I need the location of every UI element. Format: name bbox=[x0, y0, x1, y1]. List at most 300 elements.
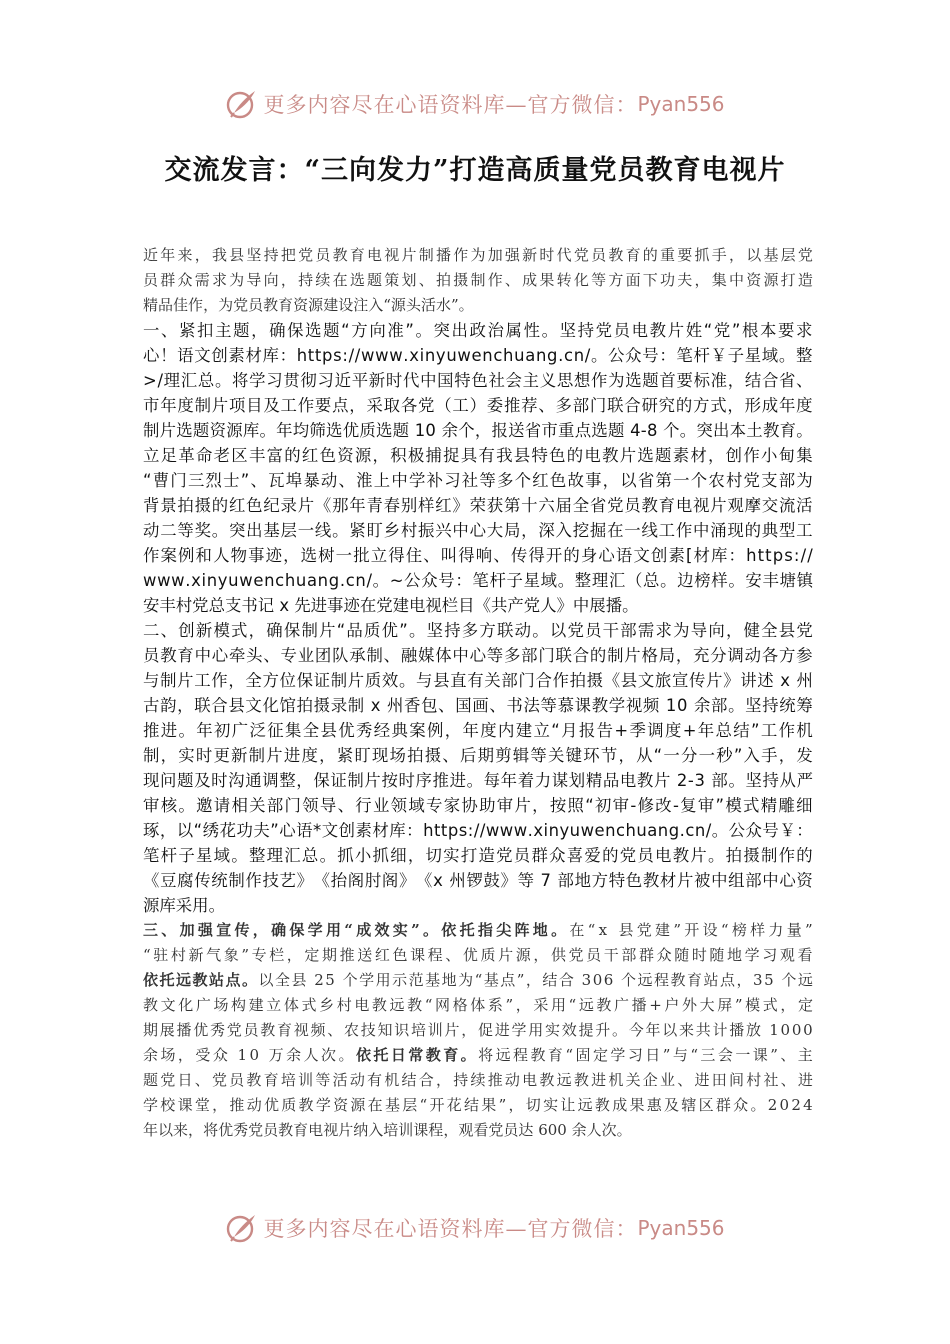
text-char: 0 bbox=[547, 1121, 558, 1139]
text-char: 抬 bbox=[330, 871, 348, 890]
text-char: 。 bbox=[259, 421, 276, 440]
text-char: 干 bbox=[602, 621, 620, 640]
text-char: 功 bbox=[236, 821, 253, 840]
text-char: 建 bbox=[515, 721, 533, 740]
text-char: 进 bbox=[591, 1071, 607, 1089]
text-char: 时 bbox=[385, 371, 403, 390]
text-char: 户 bbox=[664, 996, 680, 1014]
text-char: 等 bbox=[486, 646, 504, 665]
text-char: 线 bbox=[314, 521, 332, 540]
text-char: 锣 bbox=[466, 871, 483, 890]
text-char: 县 bbox=[320, 721, 337, 740]
text-char: “ bbox=[551, 721, 560, 740]
text-char: 制 bbox=[330, 671, 348, 690]
text-char: 案 bbox=[409, 721, 426, 740]
text-char: 团 bbox=[314, 646, 332, 665]
text-char: 教 bbox=[596, 996, 612, 1014]
text-char: 选 bbox=[637, 446, 654, 465]
text-char: 年 bbox=[645, 1021, 661, 1039]
text-char: 委 bbox=[486, 396, 504, 415]
text-char: 实 bbox=[443, 846, 460, 865]
text-char: 推 bbox=[143, 721, 160, 740]
text-char: 新 bbox=[231, 746, 248, 765]
text-char: 托 bbox=[373, 1046, 389, 1064]
text-char: 出 bbox=[246, 521, 263, 540]
text-char: 资 bbox=[746, 271, 762, 289]
text-char: 村 bbox=[175, 596, 193, 615]
text-char: ， bbox=[177, 696, 194, 715]
text-char: 县 bbox=[433, 671, 450, 690]
text-char: 电 bbox=[367, 246, 383, 264]
text-char: 关 bbox=[249, 796, 266, 815]
text-char: 一 bbox=[335, 546, 353, 565]
text-char bbox=[615, 968, 620, 993]
text-char: 制 bbox=[760, 846, 778, 865]
text-char: 支 bbox=[224, 596, 242, 615]
banner-wechat-id: Pyan556 bbox=[637, 92, 725, 116]
text-char: 持 bbox=[263, 246, 279, 264]
text-char: 序 bbox=[415, 771, 432, 790]
text-char: 播 bbox=[435, 246, 451, 264]
text-char: 秒 bbox=[716, 746, 733, 765]
text-char: 程 bbox=[654, 971, 670, 989]
text-char: 确 bbox=[269, 321, 286, 340]
text-char: 播 bbox=[176, 1021, 192, 1039]
text-char: y bbox=[435, 346, 446, 365]
text-char: 教 bbox=[160, 646, 177, 665]
text-char: 十 bbox=[521, 496, 538, 515]
text-char: . bbox=[403, 346, 409, 365]
text-char: n bbox=[548, 821, 559, 840]
text-char: 素 bbox=[355, 821, 372, 840]
text-char: 效 bbox=[381, 671, 399, 690]
text-char: 工 bbox=[658, 521, 676, 540]
text-char: 榜 bbox=[731, 921, 747, 939]
text-char: 员 bbox=[248, 296, 264, 314]
text-char: 边 bbox=[677, 571, 694, 590]
text-char: 基 bbox=[763, 246, 779, 264]
text-char: 党 bbox=[568, 946, 584, 964]
text-char: 注 bbox=[353, 296, 369, 314]
text-char: 突 bbox=[696, 421, 713, 440]
text-line bbox=[143, 368, 813, 393]
text-char: 、 bbox=[493, 546, 510, 565]
text-char: 依 bbox=[441, 921, 457, 939]
text-char: 心 bbox=[598, 546, 615, 565]
text-char: 资 bbox=[337, 446, 354, 465]
text-char: 群 bbox=[638, 946, 654, 964]
text-char: 要 bbox=[778, 321, 795, 340]
text-char: 员 bbox=[263, 1121, 279, 1139]
text-char: 新 bbox=[195, 621, 213, 640]
text-char: 远 bbox=[577, 1096, 593, 1114]
text-char: 红 bbox=[301, 446, 319, 465]
text-char: 市 bbox=[143, 396, 160, 415]
text-char: 气 bbox=[206, 946, 222, 964]
text-char: 进 bbox=[694, 1071, 710, 1089]
text-char: 社 bbox=[763, 1071, 779, 1089]
text-char: 合 bbox=[558, 971, 574, 989]
text-char: 随 bbox=[674, 946, 690, 964]
text-char: 识 bbox=[394, 1021, 410, 1039]
text-char: 片 bbox=[211, 396, 229, 415]
text-char: 想 bbox=[573, 371, 591, 390]
text-char: 片 bbox=[364, 771, 381, 790]
text-char: 一 bbox=[143, 321, 160, 340]
text-char: 以 bbox=[549, 621, 567, 640]
text-char: w bbox=[499, 821, 514, 840]
text-char: 经 bbox=[373, 721, 391, 740]
text-char: 常 bbox=[408, 1046, 424, 1064]
text-char: 续 bbox=[470, 1071, 486, 1089]
text-char: 开 bbox=[429, 1096, 445, 1114]
text-char: 摄 bbox=[453, 271, 469, 289]
text-char: 年 bbox=[778, 396, 796, 415]
text-char: 语 bbox=[177, 346, 194, 365]
text-char: 教 bbox=[143, 996, 159, 1014]
text-char: 制 bbox=[347, 771, 364, 790]
text-char: 》 bbox=[296, 871, 313, 890]
text-char: 党 bbox=[160, 1071, 176, 1089]
text-char: 精 bbox=[760, 796, 778, 815]
text-char: 教 bbox=[278, 1121, 294, 1139]
text-char: 系 bbox=[487, 996, 503, 1014]
text-char: 方 bbox=[351, 321, 368, 340]
text-char: . bbox=[679, 821, 685, 840]
text-char: 参 bbox=[796, 646, 813, 665]
text-char: n bbox=[355, 571, 366, 590]
text-char: 合 bbox=[761, 371, 779, 390]
text-char bbox=[535, 868, 540, 893]
text-char: 小 bbox=[760, 446, 778, 465]
text-char: 包 bbox=[421, 696, 438, 715]
text-char: 育 bbox=[177, 646, 194, 665]
text-char: 特 bbox=[608, 871, 626, 890]
text-char: - bbox=[640, 421, 647, 440]
text-char: 0 bbox=[592, 971, 603, 989]
text-char: 育 bbox=[547, 1046, 563, 1064]
text-char: / bbox=[705, 821, 712, 840]
text-char: 。 bbox=[616, 1121, 632, 1139]
text-char: 员 bbox=[624, 496, 641, 515]
text-char: 余 bbox=[571, 1121, 587, 1139]
text-char: w bbox=[171, 571, 185, 590]
text-char: 年 bbox=[349, 496, 366, 515]
text-char: 士 bbox=[223, 471, 240, 490]
text-char: 月 bbox=[561, 721, 578, 740]
text-char: ， bbox=[708, 446, 725, 465]
text-char: ￥ bbox=[779, 821, 796, 840]
text-char: ， bbox=[532, 796, 549, 815]
text-char: 万 bbox=[268, 1046, 284, 1064]
text-char: 推 bbox=[503, 396, 521, 415]
text-char: 传 bbox=[689, 671, 706, 690]
text-char: 作 bbox=[552, 671, 569, 690]
text-char: 上 bbox=[373, 471, 391, 490]
text-char: 作 bbox=[211, 671, 228, 690]
text-char: 选 bbox=[326, 421, 343, 440]
text-char: 时 bbox=[211, 771, 228, 790]
header-watermark-banner bbox=[0, 84, 950, 124]
text-char: 取 bbox=[383, 396, 401, 415]
text-char: 来 bbox=[173, 1121, 189, 1139]
text-char: 片 bbox=[710, 496, 727, 515]
text-char: ， bbox=[407, 846, 425, 865]
text-char: 选 bbox=[300, 546, 318, 565]
text-char: 来 bbox=[177, 246, 193, 264]
text-char: ， bbox=[728, 246, 744, 264]
text-line bbox=[143, 1068, 813, 1093]
text-char: 党 bbox=[298, 246, 314, 264]
text-char: 求 bbox=[211, 271, 227, 289]
text-char: 保 bbox=[296, 671, 313, 690]
text-char: 制 bbox=[143, 421, 160, 440]
text-char: 、 bbox=[423, 546, 440, 565]
text-char: 细 bbox=[390, 846, 407, 865]
text-char: 品 bbox=[602, 771, 620, 790]
text-char: 进 bbox=[310, 596, 328, 615]
text-char: 人 bbox=[303, 1046, 319, 1064]
text-char: 村 bbox=[746, 1071, 762, 1089]
text-char: ， bbox=[203, 296, 219, 314]
text-line bbox=[143, 343, 813, 368]
text-char: 制 bbox=[470, 271, 486, 289]
text-char: 动 bbox=[744, 646, 761, 665]
text-char: 媒 bbox=[418, 646, 435, 665]
text-char: 大 bbox=[699, 996, 715, 1014]
text-char: 推 bbox=[432, 771, 449, 790]
text-char: 的 bbox=[211, 496, 229, 515]
text-char: 党 bbox=[713, 321, 731, 340]
text-char: 广 bbox=[195, 996, 211, 1014]
text-char: 阵 bbox=[514, 921, 530, 939]
text-char: 屏 bbox=[717, 996, 733, 1014]
text-char: 片 bbox=[624, 646, 641, 665]
text-char: 摄 bbox=[313, 696, 331, 715]
text-char: 训 bbox=[398, 1121, 414, 1139]
footer-watermark-banner bbox=[0, 1208, 950, 1248]
text-char: 门 bbox=[518, 671, 535, 690]
text-char: 看 bbox=[797, 946, 813, 964]
text-char: 命 bbox=[195, 446, 213, 465]
text-char: 。 bbox=[214, 371, 232, 390]
text-char: 视 bbox=[293, 1021, 309, 1039]
text-char: 一 bbox=[297, 521, 315, 540]
text-char: / bbox=[348, 346, 355, 365]
text-char: 品 bbox=[346, 621, 363, 640]
text-char: 。 bbox=[398, 671, 416, 690]
text-char: ” bbox=[731, 321, 741, 340]
text-char: 员 bbox=[143, 271, 159, 289]
text-char: 业 bbox=[372, 796, 390, 815]
text-char: 化 bbox=[262, 696, 279, 715]
text-char: 推 bbox=[339, 946, 355, 964]
text-char: 学 bbox=[608, 696, 626, 715]
text-char: 员 bbox=[243, 1021, 259, 1039]
text-char: 。 bbox=[319, 846, 336, 865]
text-char: 群 bbox=[160, 271, 176, 289]
text-char: 小 bbox=[354, 846, 372, 865]
text-char: “ bbox=[690, 1046, 698, 1064]
text-char: c bbox=[685, 821, 695, 840]
text-char bbox=[230, 1043, 235, 1068]
text-char: 优 bbox=[338, 721, 355, 740]
text-char: 立 bbox=[266, 996, 282, 1014]
text-char: 优 bbox=[462, 946, 478, 964]
text-char: 制 bbox=[607, 646, 624, 665]
text-char: ： bbox=[659, 346, 676, 365]
text-char: 州 bbox=[796, 671, 813, 690]
text-char: 教 bbox=[425, 1046, 441, 1064]
text-char: 典 bbox=[761, 521, 779, 540]
text-char: 党 bbox=[376, 596, 393, 615]
text-char: 会 bbox=[505, 371, 522, 390]
text-char: 录 bbox=[280, 496, 297, 515]
text-char: ， bbox=[727, 371, 745, 390]
text-char: 站 bbox=[703, 971, 719, 989]
text-char: 新 bbox=[522, 246, 538, 264]
text-char: 需 bbox=[194, 271, 210, 289]
text-char: 性 bbox=[523, 321, 540, 340]
text-char: 进 bbox=[283, 746, 301, 765]
text-char: w bbox=[157, 571, 171, 590]
text-char: 课 bbox=[413, 1121, 429, 1139]
text-char: 源 bbox=[308, 296, 324, 314]
text-char: 语 bbox=[296, 821, 313, 840]
text-char: 我 bbox=[211, 246, 227, 264]
text-char: 。 bbox=[372, 571, 390, 590]
text-char: 、 bbox=[442, 746, 459, 765]
text-line bbox=[143, 1093, 813, 1118]
text-char: 的 bbox=[675, 396, 693, 415]
text-char: 片 bbox=[338, 1121, 354, 1139]
text-char: 谋 bbox=[551, 771, 569, 790]
text-char: 尖 bbox=[496, 921, 512, 939]
text-char: 果 bbox=[539, 271, 555, 289]
text-char: 在 bbox=[607, 521, 624, 540]
text-char: 托 bbox=[159, 971, 175, 989]
text-char: 集 bbox=[711, 271, 727, 289]
text-char: 电 bbox=[409, 596, 426, 615]
text-char: 多 bbox=[497, 471, 514, 490]
text-char: 体 bbox=[470, 996, 486, 1014]
text-char: ” bbox=[751, 721, 760, 740]
text-line bbox=[143, 468, 813, 493]
text-char: 门 bbox=[284, 796, 301, 815]
text-char: 秀 bbox=[210, 1021, 226, 1039]
text-char: 制 bbox=[143, 746, 160, 765]
text-char: 笔 bbox=[676, 346, 693, 365]
text-char: 2 bbox=[767, 1096, 778, 1114]
text-char: h bbox=[284, 571, 296, 590]
text-char: 用 bbox=[192, 896, 209, 915]
text-line bbox=[143, 943, 813, 968]
text-char: 关 bbox=[625, 1071, 641, 1089]
text-char: 部 bbox=[711, 771, 728, 790]
text-char: 迹 bbox=[265, 546, 282, 565]
text-char: 键 bbox=[565, 746, 583, 765]
text-char: “ bbox=[424, 996, 433, 1014]
text-char: 相 bbox=[231, 796, 248, 815]
text-char: 属 bbox=[505, 321, 522, 340]
text-char: 核 bbox=[160, 796, 178, 815]
text-char: 及 bbox=[263, 396, 280, 415]
text-char: / bbox=[473, 821, 480, 840]
text-char: 模 bbox=[745, 996, 761, 1014]
text-char: ， bbox=[159, 821, 177, 840]
text-char: t bbox=[440, 821, 448, 840]
text-char: 训 bbox=[427, 1021, 443, 1039]
text-char: 摩 bbox=[744, 496, 761, 515]
text-char: 、 bbox=[161, 921, 177, 939]
text-char: / bbox=[157, 371, 163, 390]
text-char: 故 bbox=[567, 471, 584, 490]
text-line bbox=[143, 393, 813, 418]
text-char: 入 bbox=[555, 521, 572, 540]
text-char: 拍 bbox=[725, 846, 743, 865]
text-char: 动 bbox=[504, 1071, 520, 1089]
text-char: 。 bbox=[211, 521, 229, 540]
text-char: 质 bbox=[364, 621, 381, 640]
text-char: 区 bbox=[231, 446, 248, 465]
text-char: ： bbox=[279, 346, 297, 365]
text-char: 大 bbox=[486, 521, 504, 540]
text-char: 坚 bbox=[246, 246, 262, 264]
text-char: u bbox=[295, 571, 307, 590]
text-char: 体 bbox=[283, 996, 299, 1014]
text-char: 教 bbox=[539, 1071, 555, 1089]
text-char: 品 bbox=[158, 296, 174, 314]
text-char: 党 bbox=[211, 1071, 227, 1089]
text-char: 员 bbox=[637, 846, 654, 865]
text-char: 那 bbox=[332, 496, 349, 515]
text-char: : bbox=[342, 346, 348, 365]
text-char: 立 bbox=[370, 546, 388, 565]
text-char: 《 bbox=[314, 496, 332, 515]
text-char: 心 bbox=[279, 821, 296, 840]
text-char: 制 bbox=[366, 646, 383, 665]
text-char: 。 bbox=[415, 321, 432, 340]
text-char: x bbox=[409, 346, 419, 365]
text-char: 1 bbox=[769, 1021, 779, 1039]
text-char: / bbox=[807, 546, 813, 565]
text-char: 片 bbox=[498, 946, 514, 964]
text-char: 年 bbox=[160, 246, 176, 264]
text-char: 门 bbox=[589, 396, 607, 415]
text-char: ， bbox=[618, 746, 635, 765]
text-char: 贯 bbox=[283, 371, 300, 390]
text-char: 主 bbox=[797, 1046, 813, 1064]
text-char: n bbox=[264, 571, 275, 590]
text-char: 源 bbox=[390, 296, 406, 314]
text-char: ” bbox=[399, 621, 408, 640]
text-char: 。 bbox=[178, 721, 195, 740]
text-char: 。 bbox=[242, 971, 258, 989]
text-line bbox=[143, 818, 813, 843]
text-char: 作 bbox=[487, 271, 503, 289]
text-char: 以 bbox=[258, 971, 274, 989]
text-char: 年 bbox=[160, 396, 177, 415]
text-char: 党 bbox=[567, 621, 584, 640]
text-char: 抓 bbox=[337, 846, 354, 865]
text-char: “ bbox=[419, 1096, 428, 1114]
text-char: c bbox=[493, 346, 503, 365]
text-char: u bbox=[228, 571, 239, 590]
text-char: 效 bbox=[561, 1021, 577, 1039]
text-char: 文 bbox=[194, 346, 211, 365]
text-char: ” bbox=[498, 1096, 507, 1114]
text-char: 。 bbox=[660, 571, 677, 590]
